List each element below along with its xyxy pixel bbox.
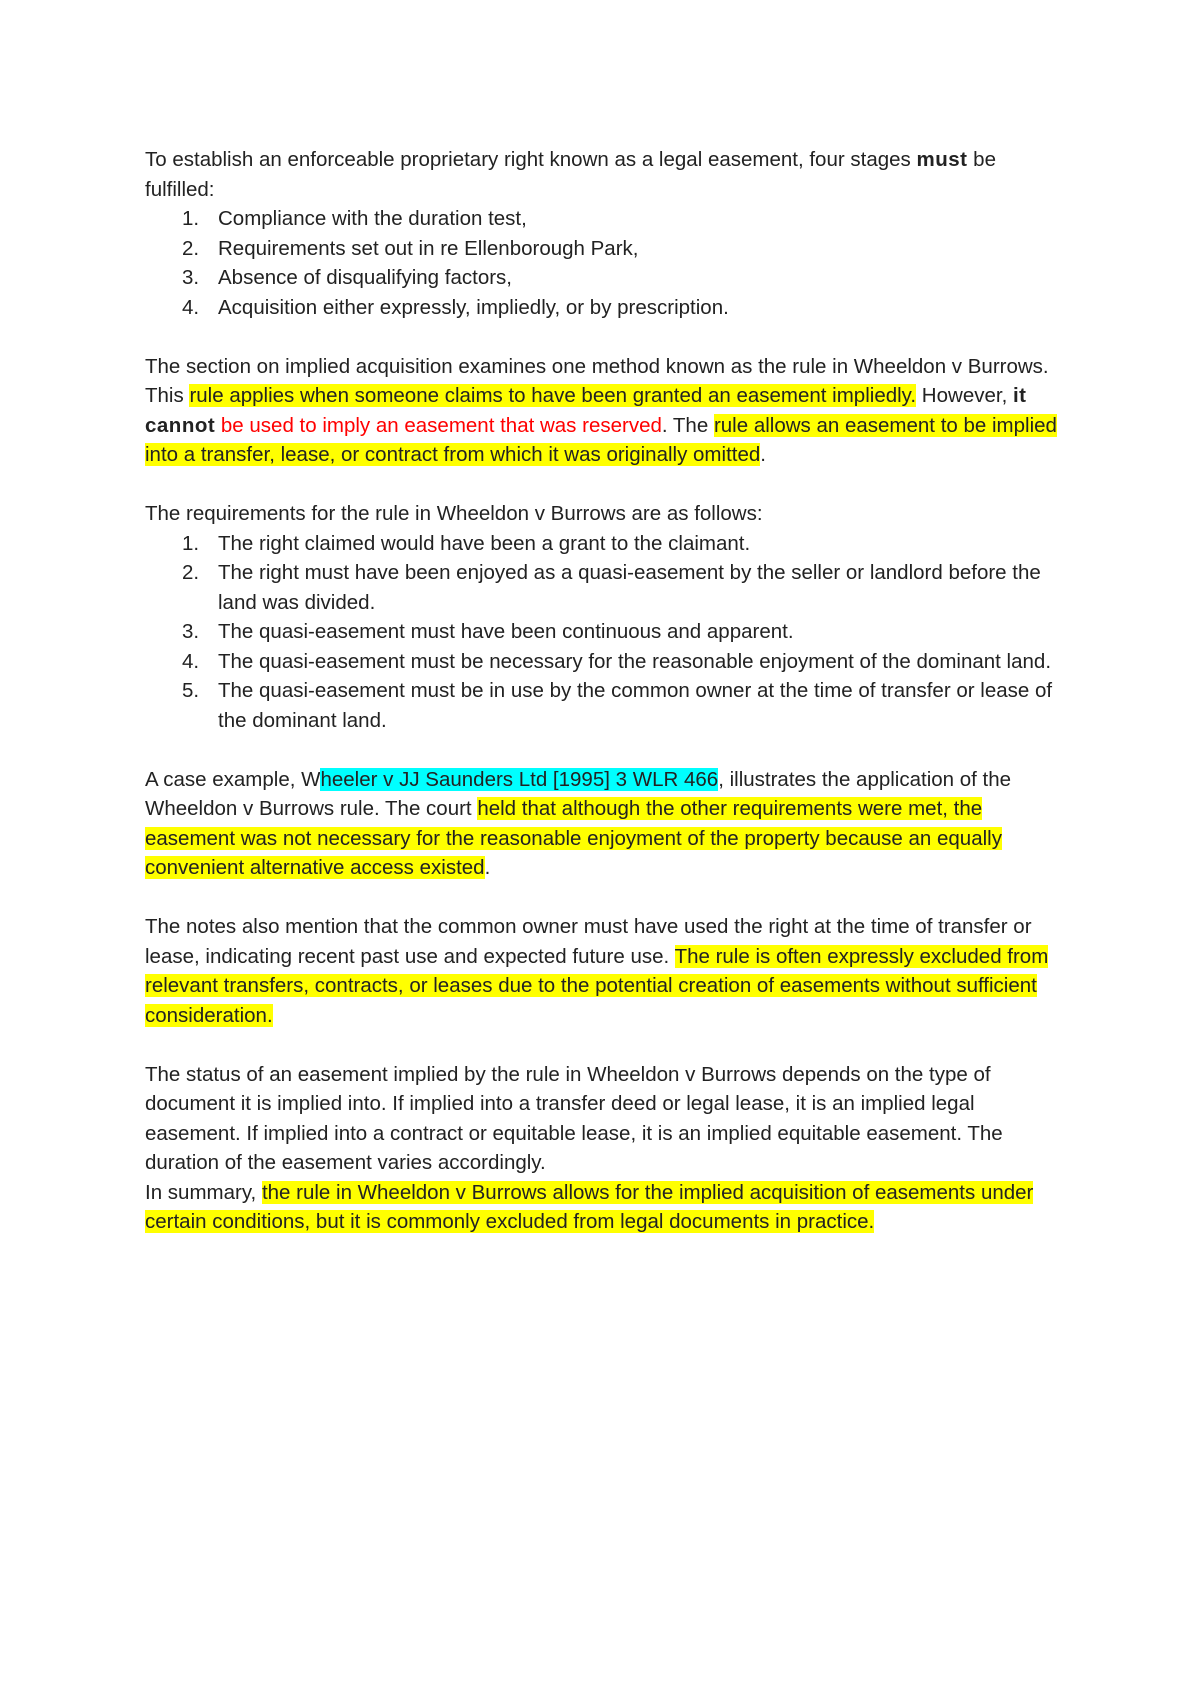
list-item <box>145 558 1065 617</box>
cyan-highlight-case-citation: heeler v JJ Saunders Ltd [1995] 3 WLR 466 <box>320 767 719 791</box>
list-number: 2. <box>182 561 200 584</box>
intro-bold-must: must <box>916 148 968 171</box>
list-item <box>145 234 1065 264</box>
requirements-list <box>145 529 1065 736</box>
status-paragraph: The status of an easement implied by the rule in Wheeldon v Burrows depends on the type of document it is implied into. If implied into a transfer deed or legal lease, it is an implied legal easement. If implied into a contract or equitable lease, it is an implied equitable easement. The duration of the easement varies accordingly. <box>145 1062 1003 1174</box>
requirements-heading: The requirements for the rule in Wheeldon v Burrows are as follows: <box>145 502 763 525</box>
red-emphasis: be used to imply an easement that was reserved <box>215 413 662 437</box>
case-text: . <box>484 856 491 879</box>
list-item-text: The quasi-easement must have been continuous and apparent. <box>218 620 794 643</box>
document-page <box>145 145 1065 1237</box>
case-text: , illustrates the application of the Wheeldon v Burrows rule. The court <box>145 767 1012 820</box>
yellow-highlight: the rule in Wheeldon v Burrows allows for the implied acquisition of easements under certain conditions, but it is commonly excluded from legal documents in practice. <box>145 1180 1034 1233</box>
list-number: 4. <box>182 295 200 319</box>
list-item <box>145 263 1065 293</box>
list-item <box>145 529 1065 559</box>
case-text: A case example, W <box>145 767 321 791</box>
list-item <box>145 676 1065 735</box>
notes-paragraph <box>145 912 1065 1030</box>
list-item-text: Acquisition either expressly, impliedly, or by prescription. <box>218 295 729 319</box>
list-number: 3. <box>182 620 200 643</box>
paragraph-gap <box>145 735 1065 765</box>
list-item-text: Requirements set out in re Ellenborough Park, <box>218 236 639 260</box>
list-number: 5. <box>182 679 200 702</box>
implied-text: . The <box>661 413 714 437</box>
list-number: 1. <box>182 207 200 230</box>
list-item <box>145 647 1065 677</box>
list-item <box>145 204 1065 234</box>
case-example-paragraph <box>145 765 1065 883</box>
list-item <box>145 293 1065 323</box>
list-item-text: The quasi-easement must be in use by the common owner at the time of transfer or lease of the dominant land. <box>218 679 1053 732</box>
implied-text: However, <box>916 384 1013 407</box>
paragraph-gap <box>145 470 1065 500</box>
bold-it-cannot: it cannot <box>145 384 1027 437</box>
intro-paragraph <box>145 145 1065 204</box>
list-number: 4. <box>182 649 200 673</box>
stages-list <box>145 204 1065 322</box>
paragraph-gap <box>145 883 1065 913</box>
intro-text-end: be fulfilled: <box>145 148 996 201</box>
paragraph-gap <box>145 322 1065 352</box>
notes-text: The notes also mention that the common owner must have used the right at the time of transfer or lease, indicating recent past use and expected future use. <box>145 915 1032 968</box>
list-item-text: Absence of disqualifying factors, <box>218 266 512 289</box>
list-number: 2. <box>182 236 200 260</box>
paragraph-gap <box>145 1030 1065 1060</box>
implied-acquisition-paragraph <box>145 352 1065 470</box>
implied-text: The section on implied acquisition examines one method known as the rule in Wheeldon v Burrows. This <box>145 354 1049 407</box>
list-number: 1. <box>182 531 200 555</box>
intro-text: To establish an enforceable proprietary right known as a legal easement, four stages <box>145 148 917 171</box>
summary-paragraph <box>145 1178 1065 1237</box>
list-item-text: The right claimed would have been a grant to the claimant. <box>218 531 751 555</box>
yellow-highlight: rule allows an easement to be implied into a transfer, lease, or contract from which it was originally omitted <box>145 413 1057 466</box>
yellow-highlight: held that although the other requirements were met, the easement was not necessary for the reasonable enjoyment of the property because an equally convenient alternative access existed <box>145 797 1002 879</box>
list-number: 3. <box>182 266 200 289</box>
yellow-highlight: The rule is often expressly excluded from relevant transfers, contracts, or leases due to the potential creation of easements without sufficient consideration. <box>145 944 1049 1027</box>
list-item-text: The right must have been enjoyed as a quasi-easement by the seller or landlord before the land was divided. <box>218 561 1041 614</box>
list-item-text: Compliance with the duration test, <box>218 207 527 230</box>
implied-text: . <box>760 443 766 466</box>
list-item-text: The quasi-easement must be necessary for the reasonable enjoyment of the dominant land. <box>218 649 1052 673</box>
list-item <box>145 617 1065 647</box>
summary-text: In summary, <box>145 1180 262 1204</box>
yellow-highlight: rule applies when someone claims to have been granted an easement impliedly. <box>189 384 917 407</box>
